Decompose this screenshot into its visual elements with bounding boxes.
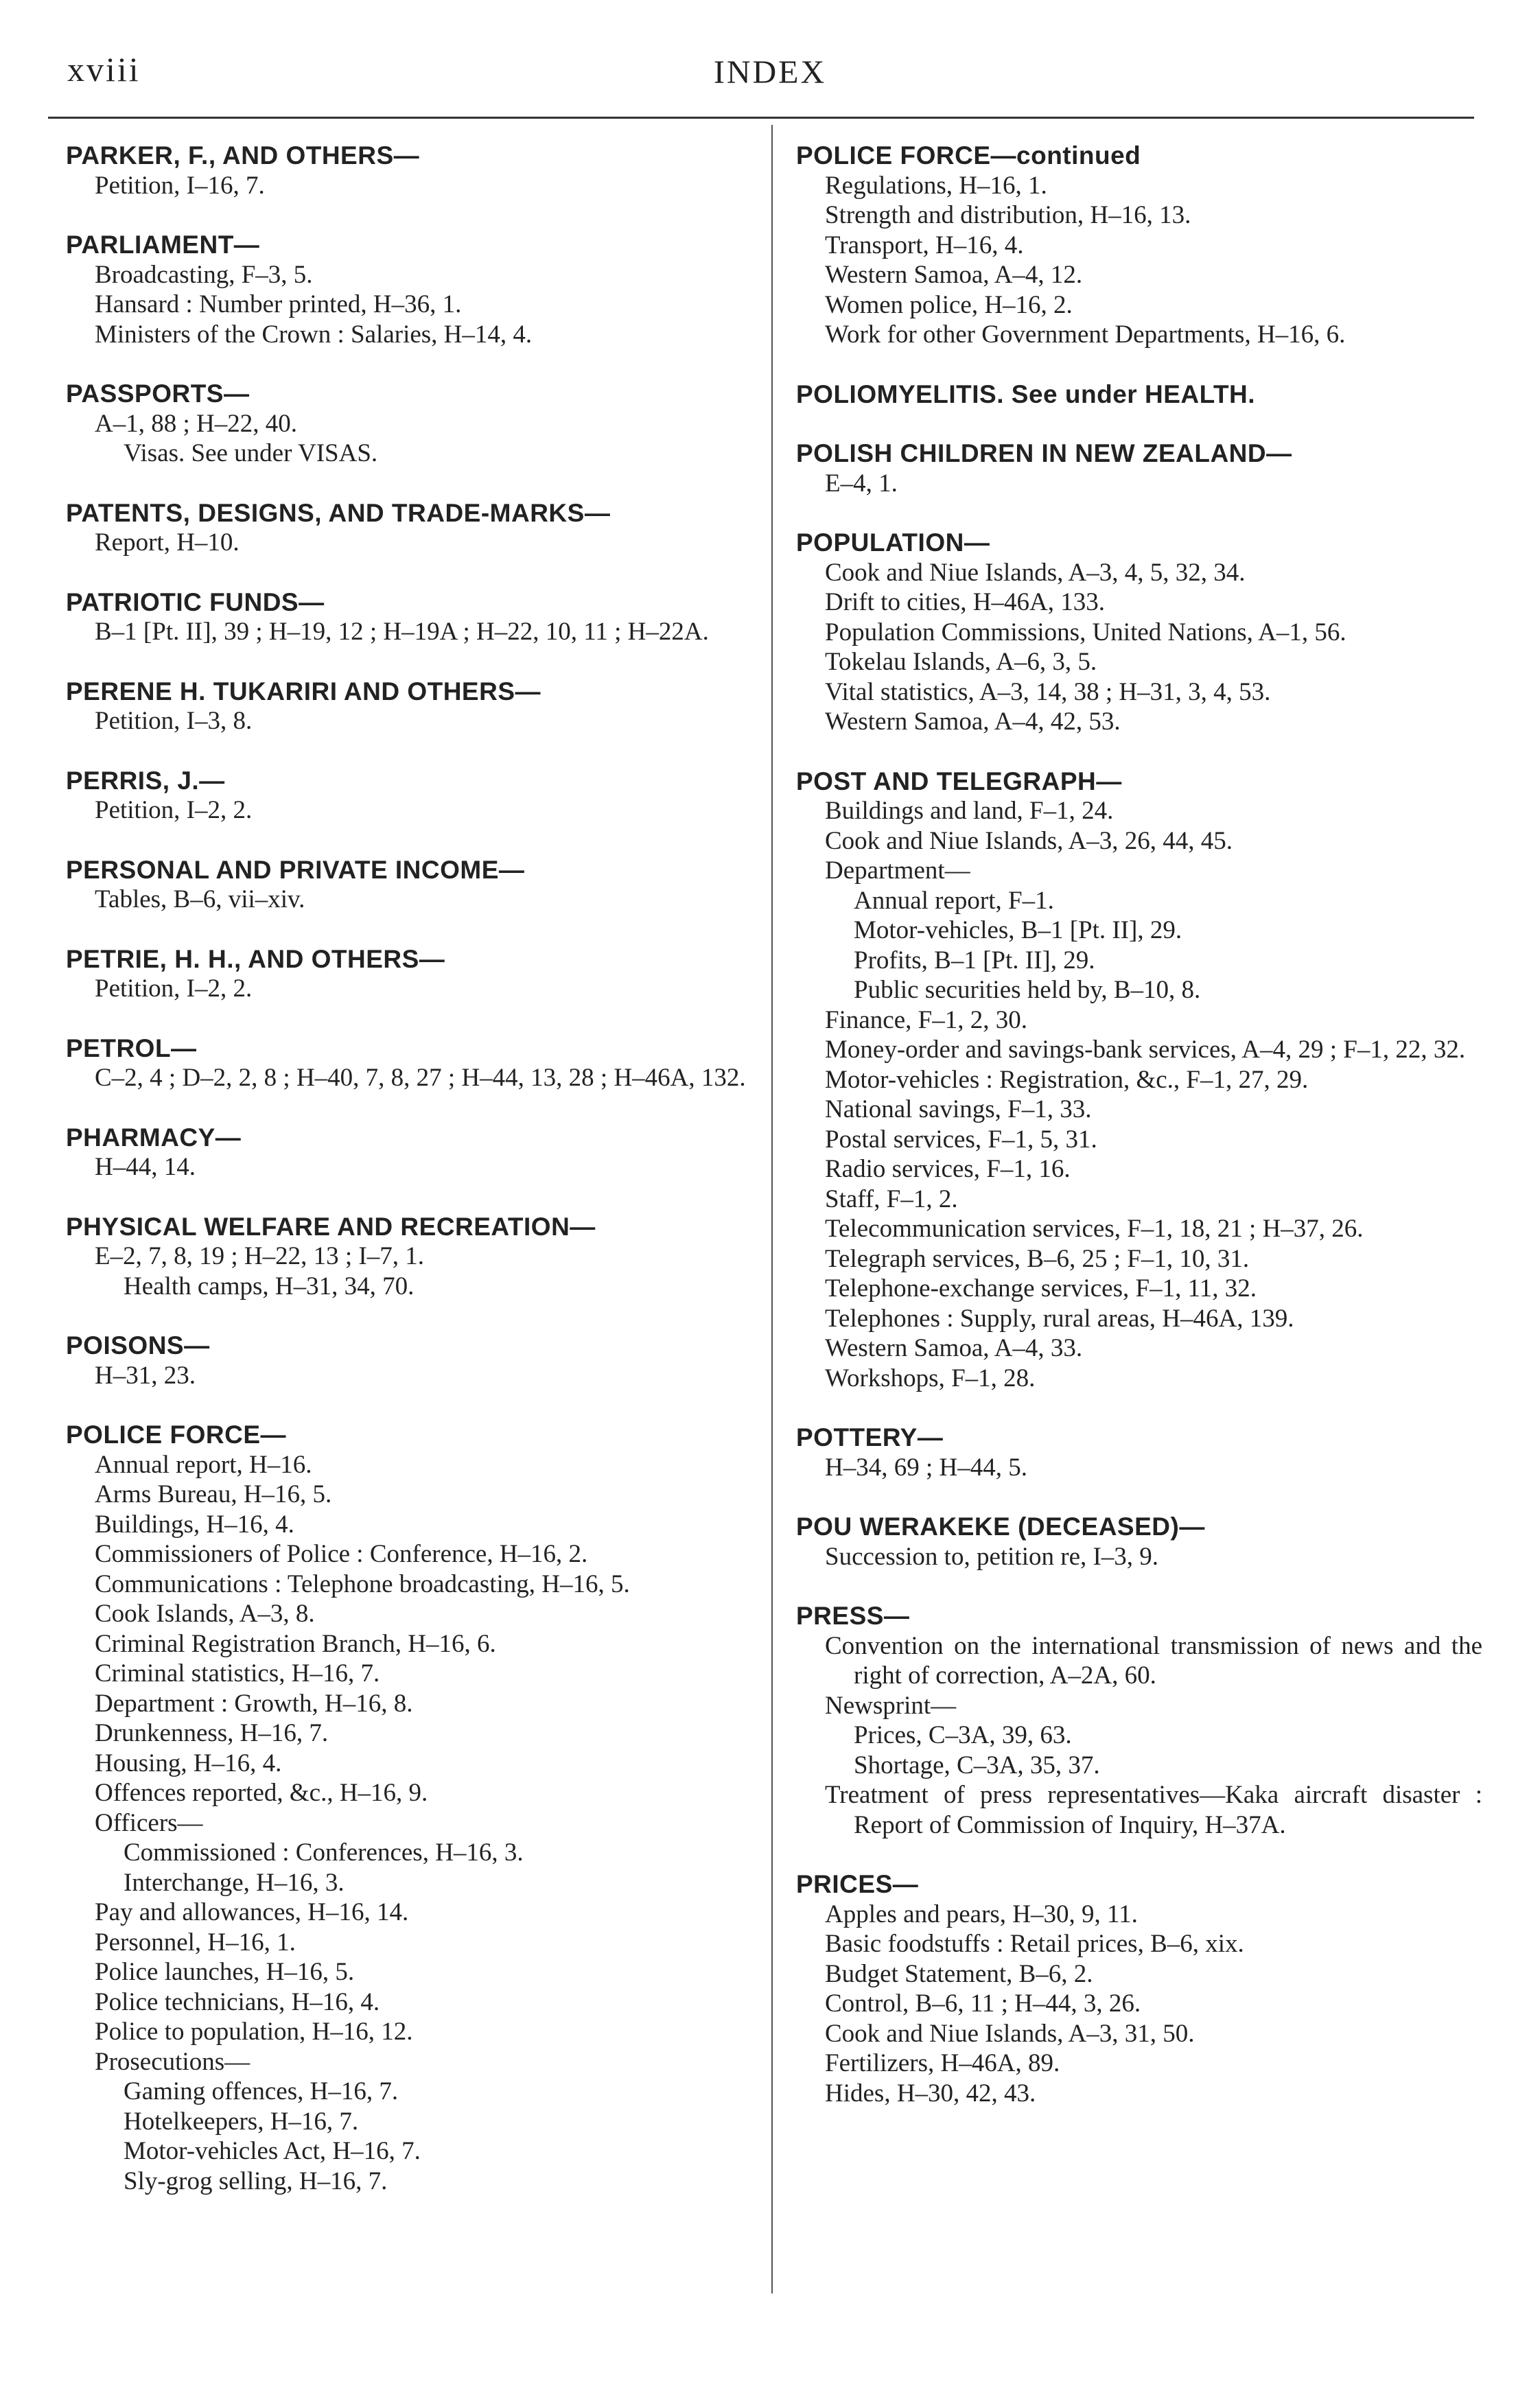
entry-subline: Budget Statement, B–6, 2. — [825, 1959, 1093, 1988]
index-entry — [796, 1869, 1482, 2108]
entry-subline: Finance, F–1, 2, 30. — [825, 1005, 1027, 1034]
index-entry — [66, 1212, 752, 1302]
left-column — [66, 141, 752, 2226]
entry-subline: Report, H–10. — [95, 528, 240, 557]
index-entry — [66, 1123, 752, 1182]
entry-subline: Housing, H–16, 4. — [95, 1749, 282, 1777]
entry-subline: Telephones : Supply, rural areas, H–46A, 139. — [825, 1304, 1294, 1333]
entry-subline: Vital statistics, A–3, 14, 38 ; H–31, 3, 4, 53. — [825, 677, 1271, 706]
entry-heading: PERSONAL AND PRIVATE INCOME— — [66, 855, 525, 884]
entry-subline: E–4, 1. — [825, 469, 898, 498]
entry-heading: PARLIAMENT— — [66, 231, 260, 259]
entry-subline: Money-order and savings-bank services, A–4, 29 ; F–1, 22, 32. — [825, 1036, 1466, 1064]
entry-subline: Western Samoa, A–4, 12. — [825, 261, 1083, 289]
entry-subline: Regulations, H–16, 1. — [825, 171, 1047, 200]
entry-subline: Profits, B–1 [Pt. II], 29. — [854, 946, 1095, 974]
entry-subline: Hotelkeepers, H–16, 7. — [124, 2107, 359, 2136]
entry-subline: Sly-grog selling, H–16, 7. — [124, 2167, 388, 2195]
index-entry — [66, 677, 752, 736]
entry-subline: C–2, 4 ; D–2, 2, 8 ; H–40, 7, 8, 27 ; H–44, 13, 28 ; H–46A, 132. — [95, 1064, 746, 1092]
entry-subline: Communications : Telephone broadcasting, H–16, 5. — [95, 1569, 630, 1598]
entry-subline: Police technicians, H–16, 4. — [95, 1987, 380, 2016]
entry-subline: Cook and Niue Islands, A–3, 26, 44, 45. — [825, 826, 1233, 855]
page-number: xviii — [67, 50, 141, 89]
entry-heading: PASSPORTS— — [66, 380, 250, 408]
entry-subline: Health camps, H–31, 34, 70. — [124, 1272, 415, 1300]
entry-subline: Buildings and land, F–1, 24. — [825, 797, 1114, 825]
entry-heading: PRESS— — [796, 1602, 910, 1630]
entry-subline: Petition, I–2, 2. — [95, 796, 253, 824]
entry-subline: Department— — [825, 856, 970, 885]
entry-subline: Cook and Niue Islands, A–3, 31, 50. — [825, 2019, 1195, 2048]
entry-subline: Motor-vehicles : Registration, &c., F–1, 27, 29. — [825, 1065, 1309, 1094]
entry-subline: Prosecutions— — [95, 2047, 250, 2076]
entry-subline: Shortage, C–3A, 35, 37. — [854, 1751, 1100, 1779]
entry-heading: POST AND TELEGRAPH— — [796, 767, 1122, 795]
running-title: INDEX — [713, 54, 827, 91]
entry-subline: Visas. See under VISAS. — [124, 439, 378, 467]
entry-subline: Hides, H–30, 42, 43. — [825, 2079, 1036, 2108]
entry-subline: Officers— — [95, 1808, 203, 1837]
entry-subline: Telecommunication services, F–1, 18, 21 ; H–37, 26. — [825, 1215, 1364, 1243]
entry-subline: A–1, 88 ; H–22, 40. — [95, 409, 297, 438]
entry-heading: POU WERAKEKE (DECEASED)— — [796, 1513, 1205, 1541]
entry-subline: Commissioned : Conferences, H–16, 3. — [124, 1838, 524, 1867]
index-entry — [66, 587, 752, 647]
index-entry — [796, 141, 1482, 350]
entry-subline: B–1 [Pt. II], 39 ; H–19, 12 ; H–19A ; H–22, 10, 11 ; H–22A. — [95, 618, 709, 646]
entry-subline: Radio services, F–1, 16. — [825, 1155, 1071, 1183]
entry-heading: POLICE FORCE—continued — [796, 141, 1141, 170]
entry-subline: Telephone-exchange services, F–1, 11, 32. — [825, 1274, 1257, 1303]
entry-subline: H–31, 23. — [95, 1361, 196, 1390]
entry-subline: H–34, 69 ; H–44, 5. — [825, 1453, 1027, 1482]
entry-heading: PERRIS, J.— — [66, 766, 225, 795]
entry-heading: POISONS— — [66, 1331, 210, 1359]
entry-heading: POLICE FORCE— — [66, 1421, 287, 1449]
entry-subline: Arms Bureau, H–16, 5. — [95, 1480, 332, 1508]
entry-subline: Fertilizers, H–46A, 89. — [825, 2049, 1060, 2077]
entry-subline: Pay and allowances, H–16, 14. — [95, 1898, 409, 1926]
index-entry — [66, 1420, 752, 2196]
entry-heading: PARKER, F., AND OTHERS— — [66, 141, 420, 170]
entry-subline: Population Commissions, United Nations, A–1, 56. — [825, 618, 1346, 646]
entry-heading: POTTERY— — [796, 1423, 944, 1451]
index-entry — [66, 855, 752, 915]
entry-subline: Gaming offences, H–16, 7. — [124, 2077, 399, 2105]
index-entry — [796, 439, 1482, 498]
entry-subline: Western Samoa, A–4, 42, 53. — [825, 708, 1121, 736]
index-entry — [66, 141, 752, 200]
index-entry — [796, 1423, 1482, 1482]
entry-subline: Apples and pears, H–30, 9, 11. — [825, 1900, 1138, 1928]
entry-subline: Workshops, F–1, 28. — [825, 1364, 1036, 1392]
entry-subline: Petition, I–16, 7. — [95, 171, 265, 200]
entry-heading: POPULATION— — [796, 528, 990, 557]
index-entry — [66, 498, 752, 558]
entry-heading: PRICES— — [796, 1870, 919, 1898]
entry-subline: Tokelau Islands, A–6, 3, 5. — [825, 648, 1097, 676]
entry-subline: Prices, C–3A, 39, 63. — [854, 1721, 1072, 1749]
entry-subline: Drunkenness, H–16, 7. — [95, 1719, 329, 1747]
entry-heading: PHYSICAL WELFARE AND RECREATION— — [66, 1212, 596, 1241]
index-entry — [66, 1034, 752, 1093]
index-entry — [796, 380, 1482, 410]
entry-subline: Newsprint— — [825, 1691, 957, 1720]
entry-subline: Women police, H–16, 2. — [825, 290, 1073, 319]
entry-heading: PERENE H. TUKARIRI AND OTHERS— — [66, 677, 541, 705]
entry-subline: Motor-vehicles, B–1 [Pt. II], 29. — [854, 916, 1182, 944]
entry-heading: PATRIOTIC FUNDS— — [66, 587, 325, 616]
entry-heading: POLISH CHILDREN IN NEW ZEALAND— — [796, 439, 1292, 467]
entry-subline: Strength and distribution, H–16, 13. — [825, 201, 1191, 229]
entry-subline: Broadcasting, F–3, 5. — [95, 260, 313, 289]
entry-subline: Treatment of press representatives—Kaka aircraft disaster : Report of Commission of Inquiry, H–37A. — [825, 1781, 1482, 1839]
entry-subline: Interchange, H–16, 3. — [124, 1868, 345, 1897]
entry-subline: Annual report, F–1. — [854, 886, 1054, 915]
entry-subline: Motor-vehicles Act, H–16, 7. — [124, 2137, 421, 2165]
index-entry — [796, 1601, 1482, 1840]
entry-subline: Department : Growth, H–16, 8. — [95, 1689, 413, 1718]
index-entry — [66, 379, 752, 469]
entry-subline: Control, B–6, 11 ; H–44, 3, 26. — [825, 1989, 1141, 2018]
entry-heading: POLIOMYELITIS. See under HEALTH. — [796, 380, 1256, 408]
entry-subline: Criminal Registration Branch, H–16, 6. — [95, 1629, 496, 1658]
entry-subline: Offences reported, &c., H–16, 9. — [95, 1779, 428, 1807]
index-entry — [66, 1331, 752, 1390]
entry-subline: Convention on the international transmission of news and the right of correction, A–2A, 60. — [825, 1631, 1482, 1690]
entry-subline: Ministers of the Crown : Salaries, H–14, 4. — [95, 320, 533, 349]
right-column — [796, 141, 1482, 2138]
header-rule — [48, 117, 1474, 119]
index-entry — [66, 766, 752, 826]
entry-subline: National savings, F–1, 33. — [825, 1095, 1092, 1123]
index-entry — [796, 528, 1482, 737]
index-entry — [796, 767, 1482, 1394]
entry-subline: Buildings, H–16, 4. — [95, 1510, 294, 1539]
entry-subline: Cook Islands, A–3, 8. — [95, 1600, 315, 1628]
entry-subline: Personnel, H–16, 1. — [95, 1928, 296, 1957]
entry-subline: Staff, F–1, 2. — [825, 1184, 958, 1213]
entry-subline: Annual report, H–16. — [95, 1450, 312, 1479]
entry-subline: Transport, H–16, 4. — [825, 231, 1024, 259]
entry-subline: Petition, I–2, 2. — [95, 974, 253, 1003]
entry-subline: Petition, I–3, 8. — [95, 707, 253, 735]
entry-heading: PHARMACY— — [66, 1123, 242, 1152]
entry-subline: Telegraph services, B–6, 25 ; F–1, 10, 31. — [825, 1244, 1250, 1273]
entry-heading: PETROL— — [66, 1034, 197, 1062]
entry-subline: Police to population, H–16, 12. — [95, 2018, 413, 2046]
column-divider — [771, 125, 773, 2293]
entry-subline: Commissioners of Police : Conference, H–16, 2. — [95, 1540, 588, 1568]
index-entry — [796, 1512, 1482, 1572]
entry-subline: H–44, 14. — [95, 1153, 196, 1181]
entry-subline: Criminal statistics, H–16, 7. — [95, 1659, 380, 1688]
entry-subline: Hansard : Number printed, H–36, 1. — [95, 290, 462, 318]
entry-subline: Tables, B–6, vii–xiv. — [95, 885, 305, 913]
index-entry — [66, 944, 752, 1004]
entry-subline: Succession to, petition re, I–3, 9. — [825, 1542, 1159, 1571]
entry-subline: Work for other Government Departments, H–16, 6. — [825, 320, 1346, 349]
entry-heading: PETRIE, H. H., AND OTHERS— — [66, 944, 445, 973]
index-entry — [66, 230, 752, 349]
entry-heading: PATENTS, DESIGNS, AND TRADE-MARKS— — [66, 498, 611, 527]
entry-subline: E–2, 7, 8, 19 ; H–22, 13 ; I–7, 1. — [95, 1242, 424, 1270]
entry-subline: Drift to cities, H–46A, 133. — [825, 588, 1105, 616]
entry-subline: Western Samoa, A–4, 33. — [825, 1334, 1083, 1362]
entry-subline: Basic foodstuffs : Retail prices, B–6, xix. — [825, 1930, 1244, 1958]
entry-subline: Public securities held by, B–10, 8. — [854, 976, 1201, 1004]
entry-subline: Cook and Niue Islands, A–3, 4, 5, 32, 34. — [825, 558, 1246, 587]
entry-subline: Police launches, H–16, 5. — [95, 1958, 355, 1986]
entry-subline: Postal services, F–1, 5, 31. — [825, 1125, 1097, 1154]
